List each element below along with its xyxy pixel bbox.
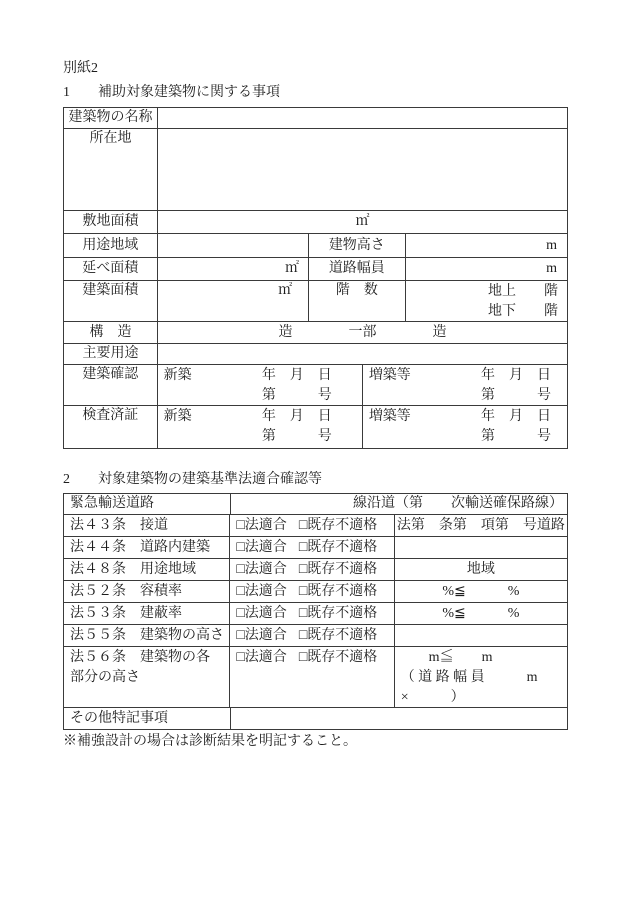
section-2-heading: 2 対象建築物の建築基準法適合確認等 bbox=[63, 472, 322, 487]
address-label: 所在地 bbox=[64, 129, 158, 210]
structure-label: 構 造 bbox=[64, 322, 158, 343]
other-remarks-label: その他特記事項 bbox=[64, 708, 231, 729]
article-48-label: 法４８条 用途地域 bbox=[64, 559, 230, 580]
article-53-compliance bbox=[230, 603, 394, 624]
article-55-label: 法５５条 建築物の高さ bbox=[64, 625, 230, 646]
inspection-extension-field bbox=[363, 406, 567, 448]
article-43-note: 法第 条第 項第 号道路 bbox=[396, 517, 565, 533]
article-43-label: 法４３条 接道 bbox=[64, 515, 230, 536]
law-article-row bbox=[64, 581, 567, 603]
main-use-label: 主要用途 bbox=[64, 344, 158, 364]
article-53-label: 法５３条 建蔽率 bbox=[64, 603, 230, 624]
compliant-checkbox: □法適合 bbox=[236, 627, 287, 643]
row-building-area-floors bbox=[64, 281, 567, 322]
law-article-row bbox=[64, 559, 567, 581]
article-52-note: %≦ % bbox=[442, 583, 520, 599]
article-52-compliance bbox=[230, 581, 394, 602]
building-height-label: 建物高さ bbox=[309, 234, 406, 257]
row-floor-area-road bbox=[64, 258, 567, 281]
building-area-label: 建築面積 bbox=[64, 281, 158, 321]
nonconforming-checkbox: □既存不適格 bbox=[298, 605, 378, 621]
emergency-road-field: 線沿道（第 次輸送確保路線） bbox=[353, 496, 563, 512]
article-48-note: 地域 bbox=[466, 561, 495, 577]
compliant-checkbox: □法適合 bbox=[236, 605, 287, 621]
address-field bbox=[158, 129, 567, 210]
zoning-label: 用途地域 bbox=[64, 234, 158, 257]
building-area-unit: ㎡ bbox=[278, 283, 293, 298]
building-height-field bbox=[406, 234, 567, 257]
article-44-note bbox=[395, 537, 567, 558]
row-site-area bbox=[64, 211, 567, 234]
nonconforming-checkbox: □既存不適格 bbox=[298, 517, 378, 533]
compliant-checkbox: □法適合 bbox=[236, 583, 287, 599]
article-56-note bbox=[395, 647, 567, 707]
floor-area-label: 延べ面積 bbox=[64, 258, 158, 280]
law-article-row bbox=[64, 537, 567, 559]
confirmation-label: 建築確認 bbox=[64, 365, 158, 405]
other-remarks-field bbox=[231, 708, 567, 729]
compliant-checkbox: □法適合 bbox=[236, 517, 287, 533]
road-width-line: （ 道 路 幅 員 m bbox=[400, 670, 538, 685]
row-building-confirmation bbox=[64, 365, 567, 406]
floors-label: 階 数 bbox=[309, 281, 406, 321]
number-fields: 第 号 bbox=[261, 388, 332, 403]
floors-below: 地下 階 bbox=[488, 304, 558, 319]
date-fields: 年 月 日 bbox=[481, 368, 551, 383]
article-55-note bbox=[395, 625, 567, 646]
date-fields: 年 月 日 bbox=[261, 409, 332, 424]
attachment-label: 別紙2 bbox=[63, 61, 98, 76]
road-width-label: 道路幅員 bbox=[309, 258, 406, 280]
row-building-name bbox=[64, 108, 567, 129]
main-use-field bbox=[158, 344, 567, 364]
structure-field: 造 一部 造 bbox=[278, 324, 447, 340]
nonconforming-checkbox: □既存不適格 bbox=[298, 650, 378, 665]
building-height-unit: m bbox=[546, 237, 557, 253]
floor-area-field bbox=[158, 258, 309, 280]
height-limit-line: m≦ m bbox=[400, 650, 493, 665]
building-name-field bbox=[158, 108, 567, 128]
nonconforming-checkbox: □既存不適格 bbox=[298, 539, 378, 555]
compliant-checkbox: □法適合 bbox=[236, 539, 287, 555]
number-fields: 第 号 bbox=[481, 388, 551, 403]
site-area-unit: ㎡ bbox=[355, 214, 370, 230]
article-56-label: 法５６条 建築物の各部分の高さ bbox=[64, 647, 230, 707]
inspection-new-field bbox=[158, 406, 363, 448]
new-construction-label: 新築 bbox=[163, 409, 192, 424]
confirmation-extension-field bbox=[363, 365, 567, 405]
row-inspection-certificate bbox=[64, 406, 567, 448]
section-1-heading: 1 補助対象建築物に関する事項 bbox=[63, 85, 280, 100]
inspection-label: 検査済証 bbox=[64, 406, 158, 448]
road-width-unit: m bbox=[546, 261, 557, 277]
law-article-row bbox=[64, 515, 567, 537]
row-emergency-road bbox=[64, 494, 567, 515]
law-article-row bbox=[64, 603, 567, 625]
emergency-road-label: 緊急輸送道路 bbox=[64, 494, 231, 514]
law-article-row bbox=[64, 647, 567, 708]
nonconforming-checkbox: □既存不適格 bbox=[298, 561, 378, 577]
nonconforming-checkbox: □既存不適格 bbox=[298, 627, 378, 643]
row-main-use bbox=[64, 344, 567, 365]
article-44-compliance bbox=[230, 537, 394, 558]
multiplier-line: × ） bbox=[400, 690, 465, 705]
footnote-note: ※補強設計の場合は診断結果を明記すること。 bbox=[63, 734, 357, 749]
law-article-row bbox=[64, 625, 567, 647]
compliant-checkbox: □法適合 bbox=[236, 561, 287, 577]
code-compliance-table bbox=[63, 493, 568, 730]
article-53-note: %≦ % bbox=[442, 605, 520, 621]
article-44-label: 法４４条 道路内建築 bbox=[64, 537, 230, 558]
number-fields: 第 号 bbox=[261, 429, 332, 444]
number-fields: 第 号 bbox=[481, 429, 551, 444]
article-56-compliance bbox=[230, 647, 394, 707]
floor-area-unit: ㎡ bbox=[285, 261, 300, 277]
row-zoning-height bbox=[64, 234, 567, 258]
road-width-field bbox=[406, 258, 567, 280]
row-other-remarks bbox=[64, 708, 567, 729]
site-area-label: 敷地面積 bbox=[64, 211, 158, 233]
building-area-field bbox=[158, 281, 309, 321]
extension-label: 増築等 bbox=[368, 368, 411, 383]
article-48-compliance bbox=[230, 559, 394, 580]
floors-field bbox=[406, 281, 567, 321]
building-name-label: 建築物の名称 bbox=[64, 108, 158, 128]
article-43-compliance bbox=[230, 515, 394, 536]
row-structure bbox=[64, 322, 567, 344]
row-address bbox=[64, 129, 567, 211]
nonconforming-checkbox: □既存不適格 bbox=[298, 583, 378, 599]
zoning-field bbox=[158, 234, 309, 257]
compliant-checkbox: □法適合 bbox=[236, 650, 287, 665]
date-fields: 年 月 日 bbox=[261, 368, 332, 383]
new-construction-label: 新築 bbox=[163, 368, 192, 383]
article-55-compliance bbox=[230, 625, 394, 646]
building-info-table bbox=[63, 107, 568, 449]
site-area-field bbox=[158, 211, 567, 233]
confirmation-new-field bbox=[158, 365, 363, 405]
floors-above: 地上 階 bbox=[488, 284, 558, 299]
article-52-label: 法５２条 容積率 bbox=[64, 581, 230, 602]
date-fields: 年 月 日 bbox=[481, 409, 551, 424]
extension-label: 増築等 bbox=[368, 409, 411, 424]
